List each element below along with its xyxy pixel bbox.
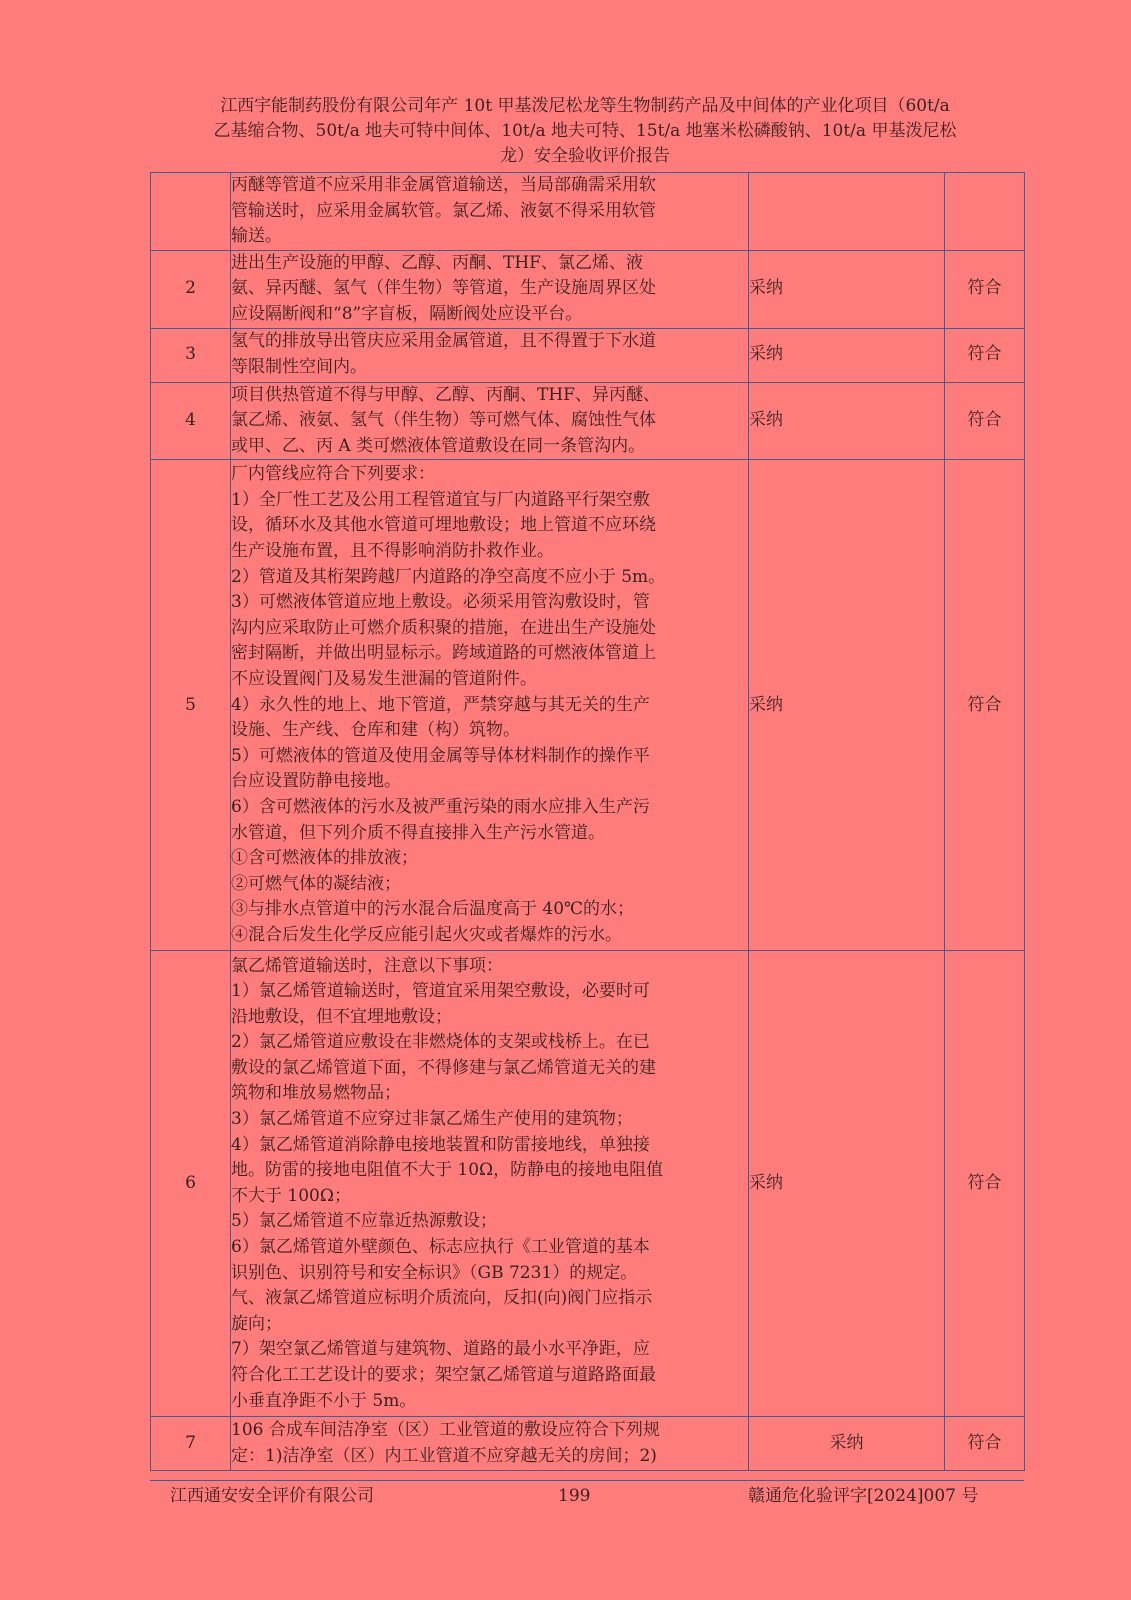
requirement-line: 7）架空氯乙烯管道与建筑物、道路的最小水平净距，应 [231, 1339, 650, 1360]
requirement-line: 进出生产设施的甲醇、乙醇、丙酮、THF、氯乙烯、液 [231, 252, 643, 273]
requirement-line: 定：1)洁净室（区）内工业管道不应穿越无关的房间；2) [231, 1445, 657, 1466]
requirement-line: 旋向； [231, 1313, 282, 1334]
requirement-line: 水管道，但下列介质不得直接排入生产污水管道。 [231, 822, 605, 843]
table-row [151, 1417, 1025, 1471]
requirement-line: 氯乙烯管道输送时，注意以下事项： [231, 955, 503, 976]
header-line-3: 龙）安全验收评价报告 [500, 146, 670, 166]
table-row [151, 382, 1025, 460]
requirement-line: 沿地敷设，但不宜埋地敷设； [231, 1006, 452, 1027]
table-row [151, 328, 1025, 382]
adoption-status: 采纳 [749, 382, 945, 460]
adoption-status: 采纳 [749, 460, 945, 951]
row-number: 5 [151, 460, 231, 951]
compliance-status: 符合 [945, 460, 1025, 951]
document-code: 赣通危化验评字[2024]007 号 [748, 1486, 979, 1506]
requirement-line: 2）管道及其桁架跨越厂内道路的净空高度不应小于 5m。 [231, 566, 666, 587]
adoption-status: 采纳 [749, 328, 945, 382]
requirement-line: 应设隔断阀和“8”字盲板，隔断阀处应设平台。 [231, 303, 583, 324]
requirement-line: 4）氯乙烯管道消除静电接地装置和防雷接地线，单独接 [231, 1134, 650, 1155]
requirement-line: 设施、生产线、仓库和建（构）筑物。 [231, 720, 520, 741]
requirement-line: 筑物和堆放易燃物品； [231, 1083, 401, 1104]
header-line-1: 江西宇能制药股份有限公司年产 10t 甲基泼尼松龙等生物制药产品及中间体的产业化项目（60t/a [220, 96, 950, 116]
adoption-status [749, 173, 945, 251]
requirement-line: 3）可燃液体管道应地上敷设。必须采用管沟敷设时，管 [231, 592, 650, 613]
requirement-line: 6）含可燃液体的污水及被严重污染的雨水应排入生产污 [231, 796, 650, 817]
requirement-text [231, 328, 749, 382]
requirement-line: 识别色、识别符号和安全标识》（GB 7231）的规定。 [231, 1262, 638, 1283]
header-line-2: 乙基缩合物、50t/a 地夫可特中间体、10t/a 地夫可特、15t/a 地塞米松磷酸钠、10t/a 甲基泼尼松 [213, 121, 957, 141]
page-footer [150, 1480, 1024, 1506]
requirement-line: 氢气的排放导出管庆应采用金属管道，且不得置于下水道 [231, 331, 656, 352]
requirement-line: 项目供热管道不得与甲醇、乙醇、丙酮、THF、异丙醚、 [231, 384, 660, 405]
table-row [151, 460, 1025, 951]
report-header [150, 94, 1020, 169]
requirement-line: ③与排水点管道中的污水混合后温度高于 40℃的水； [231, 899, 635, 920]
compliance-status: 符合 [945, 250, 1025, 328]
table-row [151, 250, 1025, 328]
page-number: 199 [558, 1486, 591, 1506]
row-number: 6 [151, 951, 231, 1417]
compliance-status [945, 173, 1025, 251]
row-number: 7 [151, 1417, 231, 1471]
requirement-text [231, 951, 749, 1417]
requirement-line: 气、液氯乙烯管道应标明介质流向，反扣(向)阀门应指示 [231, 1288, 653, 1309]
requirement-line: 氯乙烯、液氨、氢气（伴生物）等可燃气体、腐蚀性气体 [231, 410, 656, 431]
requirement-line: 输送。 [231, 226, 282, 247]
requirement-line: 地。防雷的接地电阻值不大于 10Ω，防静电的接地电阻值 [231, 1160, 664, 1181]
row-number [151, 173, 231, 251]
requirement-line: 台应设置防静电接地。 [231, 771, 401, 792]
requirement-line: 小垂直净距不小于 5m。 [231, 1390, 417, 1411]
adoption-status: 采纳 [749, 1417, 945, 1471]
row-number: 4 [151, 382, 231, 460]
requirement-line: ④混合后发生化学反应能引起火灾或者爆炸的污水。 [231, 924, 622, 945]
requirement-line: 不应设置阀门及易发生泄漏的管道附件。 [231, 668, 537, 689]
requirement-text [231, 1417, 749, 1471]
measures-table [150, 172, 1025, 1471]
table-row [151, 951, 1025, 1417]
requirement-line: ②可燃气体的凝结液； [231, 873, 401, 894]
requirement-line: 4）永久性的地上、地下管道，严禁穿越与其无关的生产 [231, 694, 650, 715]
requirement-line: 106 合成车间洁净室（区）工业管道的敷设应符合下列规 [231, 1420, 660, 1441]
requirement-line: 1）氯乙烯管道输送时，管道宜采用架空敷设，必要时可 [231, 981, 650, 1002]
requirement-line: 管输送时，应采用金属软管。氯乙烯、液氨不得采用软管 [231, 200, 656, 221]
footer-company: 江西通安安全评价有限公司 [170, 1486, 374, 1506]
requirement-line: 6）氯乙烯管道外壁颜色、标志应执行《工业管道的基本 [231, 1237, 650, 1258]
requirement-text [231, 250, 749, 328]
requirement-line: 5）可燃液体的管道及使用金属等导体材料制作的操作平 [231, 745, 650, 766]
requirement-line: 等限制性空间内。 [231, 357, 367, 378]
requirement-line: 丙醚等管道不应采用非金属管道输送，当局部确需采用软 [231, 175, 656, 195]
row-number: 3 [151, 328, 231, 382]
compliance-status: 符合 [945, 382, 1025, 460]
requirement-line: 2）氯乙烯管道应敷设在非燃烧体的支架或栈桥上。在已 [231, 1032, 650, 1053]
requirement-line: 设，循环水及其他水管道可埋地敷设；地上管道不应环绕 [231, 515, 656, 536]
requirement-text [231, 173, 749, 251]
adoption-status: 采纳 [749, 951, 945, 1417]
requirement-line: 或甲、乙、丙 A 类可燃液体管道敷设在同一条管沟内。 [231, 435, 646, 456]
compliance-status: 符合 [945, 328, 1025, 382]
requirement-text [231, 460, 749, 951]
requirement-line: 5）氯乙烯管道不应靠近热源敷设； [231, 1211, 497, 1232]
table-row [151, 173, 1025, 251]
requirement-line: ①含可燃液体的排放液； [231, 848, 418, 869]
requirement-line: 生产设施布置，且不得影响消防扑救作业。 [231, 540, 554, 561]
requirement-line: 不大于 100Ω； [231, 1185, 351, 1206]
row-number: 2 [151, 250, 231, 328]
requirement-line: 氨、异丙醚、氢气（伴生物）等管道，生产设施周界区处 [231, 278, 656, 299]
requirement-line: 3）氯乙烯管道不应穿过非氯乙烯生产使用的建筑物； [231, 1109, 633, 1130]
compliance-status: 符合 [945, 951, 1025, 1417]
requirement-line: 敷设的氯乙烯管道下面，不得修建与氯乙烯管道无关的建 [231, 1057, 656, 1078]
requirement-line: 密封隔断，并做出明显标示。跨域道路的可燃液体管道上 [231, 643, 656, 664]
adoption-status: 采纳 [749, 250, 945, 328]
compliance-status: 符合 [945, 1417, 1025, 1471]
requirement-text [231, 382, 749, 460]
requirement-line: 厂内管线应符合下列要求： [231, 464, 435, 485]
requirement-line: 符合化工工艺设计的要求；架空氯乙烯管道与道路路面最 [231, 1365, 656, 1385]
requirement-line: 沟内应采取防止可燃介质积聚的措施，在进出生产设施处 [231, 617, 656, 638]
requirement-line: 1）全厂性工艺及公用工程管道宜与厂内道路平行架空敷 [231, 489, 650, 510]
